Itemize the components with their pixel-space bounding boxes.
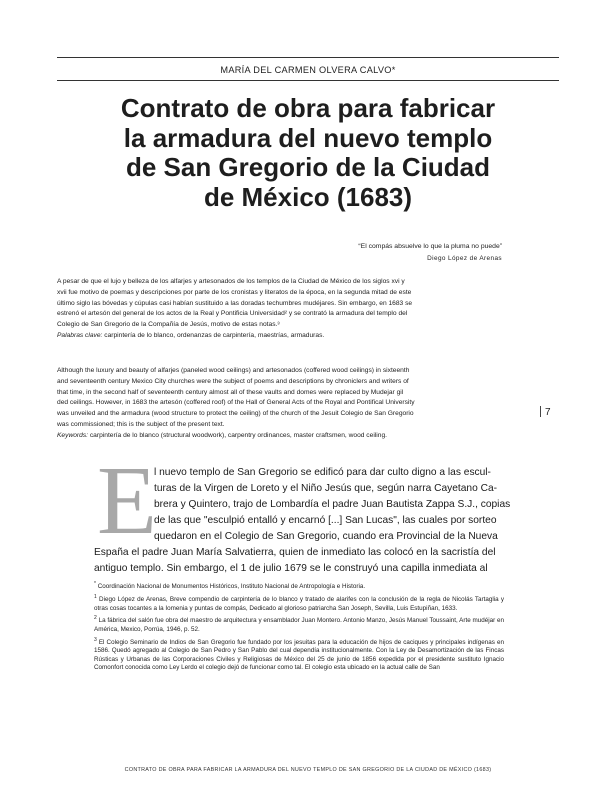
author-rule: [57, 80, 559, 81]
title-line: Contrato de obra para fabricar: [120, 93, 496, 123]
abstract-line: xvii fue motivo de poemas y descripciones por parte de los cronistas y literatos de la época, en la segunda mitad de este: [57, 288, 412, 296]
epigraph-source: Diego López de Arenas: [427, 255, 502, 262]
author-name: MARÍA DEL CARMEN OLVERA CALVO*: [220, 65, 396, 75]
footnote-mark: 3: [94, 636, 97, 643]
body-line: antiguo templo. Sin embargo, el 1 de julio 1679 se le construyó una capilla inmediata al: [94, 563, 488, 574]
abstract-line: estrenó el artesón del general de los actos de la Real y Pontificia Universidad² y se contrató la armadura del templo del: [57, 310, 408, 318]
footnotes: [94, 580, 504, 674]
abstract-line: A pesar de que el lujo y belleza de los alfarjes y artesonados de los templos de la Ciudad de México de los siglos xvi y: [57, 278, 405, 285]
abstract-line: and seventeenth century Mexico City churches were the subject of poems and descriptions by chroniclers and writers of: [57, 377, 409, 385]
footnote-text: Diego López de Arenas, Breve compendio de carpintería de lo blanco y tratado de alarifes con la conclusión de la regla de Nicolás Tartaglia y otras cosas tocantes a la Iomenia y puntas de compás, Dedicado al glorioso patriarcha San Joseph, Sevilla, Luis Estupiñan, 1633.: [94, 596, 505, 612]
page-number-value: 7: [545, 407, 551, 418]
page-number-bar: [540, 406, 541, 417]
footnote-mark: *: [94, 581, 96, 587]
footnote: [94, 614, 504, 634]
running-footer: CONTRATO DE OBRA PARA FABRICAR LA ARMADURA DEL NUEVO TEMPLO DE SAN GREGORIO DE LA CIUDAD DE MÉXICO (1683): [124, 767, 492, 773]
abstract-spanish: [57, 277, 504, 342]
keywords-text: carpintería de lo blanco, ordenanzas de carpintería, maestrías, armaduras.: [102, 331, 325, 339]
footnote-text: El Colegio Seminario de Indios de San Gregorio fue fundado por los jesuitas para la educación de hijos de caciques y principales indígenas en 1586. Quedó agregado al Colegio de San Pedro y San Pablo del cual dependía institucionalmente. Con la Ley de Desamortización de las Fincas Rústicas y Urbanas de las Corporaciones Civiles y Religiosas de México del 25 de junio de 1856 expedida por el presidente sustituto Ignacio Comonfort conocida como Ley Lerdo el colegio dejó de funcionar como tal. El colegio esta ubicado en la actual calle de San: [94, 638, 505, 672]
body-line: brera y Quintero, trajo de Lombardía el padre Juan Bautista Zappa S.J., copias: [154, 499, 511, 510]
title-line: de San Gregorio de la Ciudad: [125, 152, 491, 182]
footnote: [94, 636, 504, 673]
abstract-line: was commissioned; this is the subject of the present text.: [57, 420, 225, 428]
abstract-line: that time, in the second half of seventeenth century almost all of these vaults and domes were replaced by Mudejar gil: [57, 388, 404, 396]
header-rule: [57, 57, 559, 58]
title-line: la armadura del nuevo templo: [123, 122, 493, 153]
keywords-spanish: [57, 331, 504, 342]
title-line: de México (1683): [203, 181, 413, 212]
epigraph: [300, 241, 502, 265]
keywords-label: Palabras clave:: [57, 331, 103, 339]
page-number: [540, 406, 551, 418]
abstract-line: was unveiled and the armadura (wood structure to protect the ceiling) of the church of the Jesuit Colegio de San Gregorio: [57, 410, 414, 418]
body-line: turas de la Virgen de Loreto y el Niño Jesús que, según narra Cayetano Ca-: [154, 483, 497, 494]
abstract-line: último siglo las bóvedas y cúpulas casi habían sustituido a las doradas techumbres mudéjares. Sin embargo, en 1683 se: [57, 299, 413, 307]
footnote-text: La fábrica del salón fue obra del maestro de arquitectura y ensamblador Juan Montero. Antonio Manzo, Jesús Manuel Toussaint, Arte mudéjar en América, Mexico, Porrúa, 1946, p. 52.: [94, 617, 504, 633]
body-line: l nuevo templo de San Gregorio se edificó para dar culto digno a las escul-: [154, 467, 491, 478]
body-line: quedaron en el Colegio de San Gregorio, cuando era Provincial de la Nueva: [154, 531, 498, 542]
abstract-line: Colegio de San Gregorio de la Compañía de Jesús, motivo de estas notas.³: [57, 321, 280, 329]
footnote: [94, 593, 504, 613]
keywords-english: [57, 431, 504, 442]
body-line: de las que "esculpió entalló y encarnó [...] San Lucas", las cuales por sorteo: [154, 515, 497, 526]
footnote-mark: 2: [94, 615, 97, 622]
abstract-line: Although the luxury and beauty of alfarjes (paneled wood ceilings) and artesonados (coffered wood ceilings) in sixteenth: [57, 367, 410, 374]
epigraph-quote: “El compás absuelve lo que la pluma no puede”: [358, 243, 502, 250]
keywords-text: carpintería de lo blanco (structural woodwork), carpentry ordinances, master craftsmen, wood ceiling.: [88, 431, 387, 439]
footnote-text: Coordinación Nacional de Monumentos Históricos, Instituto Nacional de Antropología e Historia.: [97, 583, 366, 591]
drop-cap: E: [97, 447, 157, 555]
footnote-mark: 1: [94, 594, 97, 600]
abstract-line: ded ceilings. However, in 1683 the artesón (coffered roof) of the Hall of General Acts of the Royal and Pontifical University: [57, 399, 415, 407]
abstract-english: [57, 366, 504, 442]
keywords-label: Keywords:: [57, 431, 89, 439]
article-title: [80, 94, 536, 212]
body-line: España el padre Juan María Salvatierra, quien de inmediato las colocó en la sacristía del: [94, 547, 496, 558]
footnote: [94, 580, 504, 592]
